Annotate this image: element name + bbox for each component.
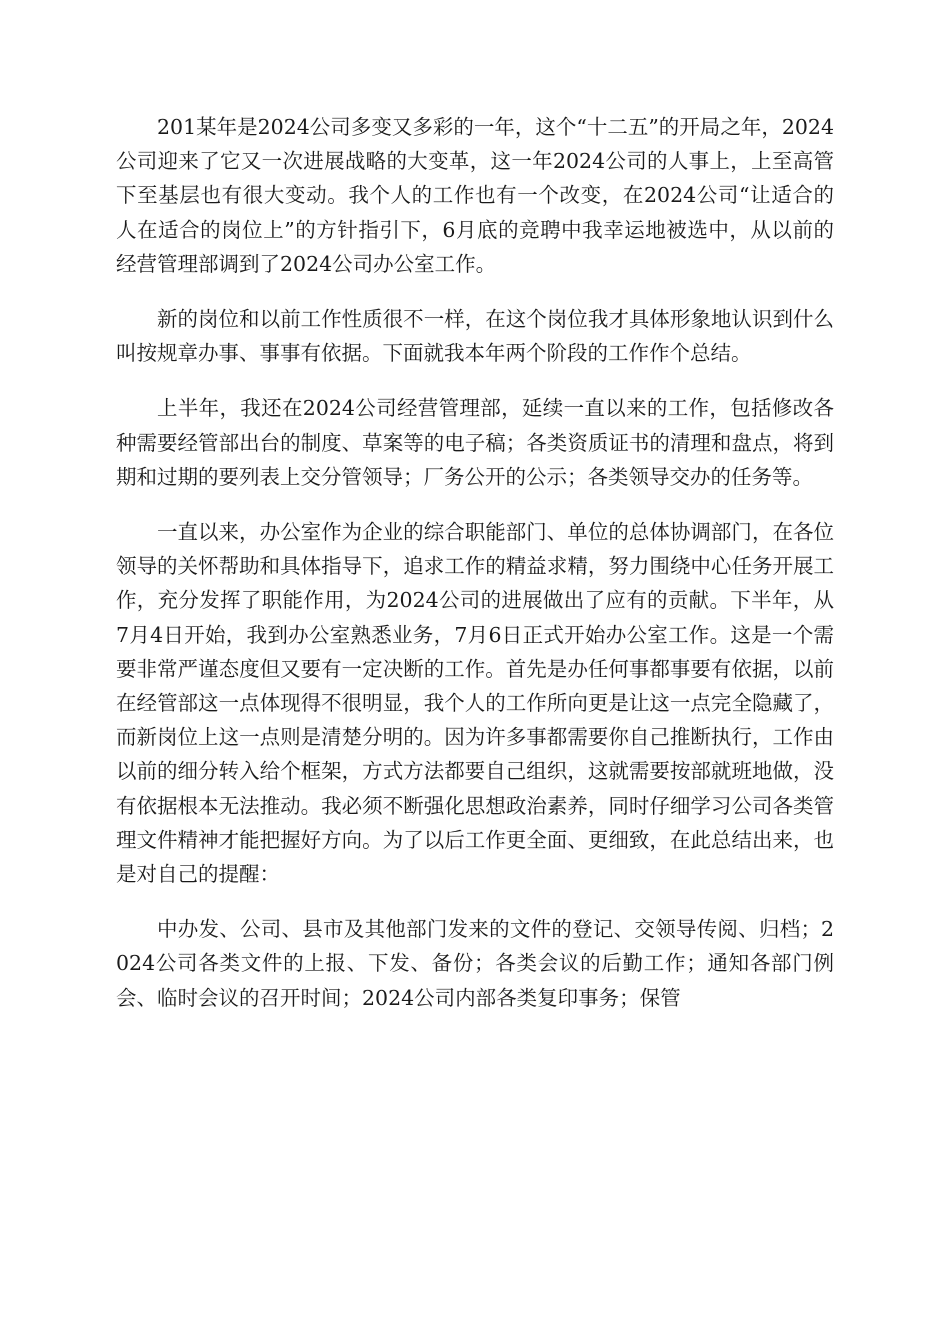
paragraph-office-duties: 中办发、公司、县市及其他部门发来的文件的登记、交领导传阅、归档；2024公司各类文件的上报、下发、备份；各类会议的后勤工作；通知各部门例会、临时会议的召开时间；2024公司内部各类复印事务；保管 xyxy=(116,917,834,1010)
paragraph-first-half: 上半年，我还在2024公司经营管理部，延续一直以来的工作，包括修改各种需要经管部出台的制度、草案等的电子稿；各类资质证书的清理和盘点，将到期和过期的要列表上交分管领导；厂务公开的公示；各类领导交办的任务等。 xyxy=(116,396,834,489)
document-body xyxy=(116,110,834,1036)
paragraph-second-half: 一直以来，办公室作为企业的综合职能部门、单位的总体协调部门，在各位领导的关怀帮助和具体指导下，追求工作的精益求精，努力围绕中心任务开展工作，充分发挥了职能作用，为2024公司的进展做出了应有的贡献。下半年，从7月4日开始，我到办公室熟悉业务，7月6日正式开始办公室工作。这是一个需要非常严谨态度但又要有一定决断的工作。首先是办任何事都事要有依据，以前在经管部这一点体现得不很明显，我个人的工作所向更是让这一点完全隐藏了，而新岗位上这一点则是清楚分明的。因为许多事都需要你自己推断执行，工作由以前的细分转入给个框架，方式方法都要自己组织，这就需要按部就班地做，没有依据根本无法推动。我必须不断强化思想政治素养，同时仔细学习公司各类管理文件精神才能把握好方向。为了以后工作更全面、更细致，在此总结出来，也是对自己的提醒： xyxy=(116,520,834,887)
paragraph-new-position: 新的岗位和以前工作性质很不一样，在这个岗位我才具体形象地认识到什么叫按规章办事、事事有依据。下面就我本年两个阶段的工作作个总结。 xyxy=(116,307,834,366)
paragraph-annual-overview: 201某年是2024公司多变又多彩的一年，这个“十二五”的开局之年，2024公司迎来了它又一次进展战略的大变革，这一年2024公司的人事上，上至高管下至基层也有很大变动。我个人的工作也有一个改变，在2024公司“让适合的人在适合的岗位上”的方针指引下，6月底的竞聘中我幸运地被选中，从以前的经营管理部调到了2024公司办公室工作。 xyxy=(116,115,834,276)
